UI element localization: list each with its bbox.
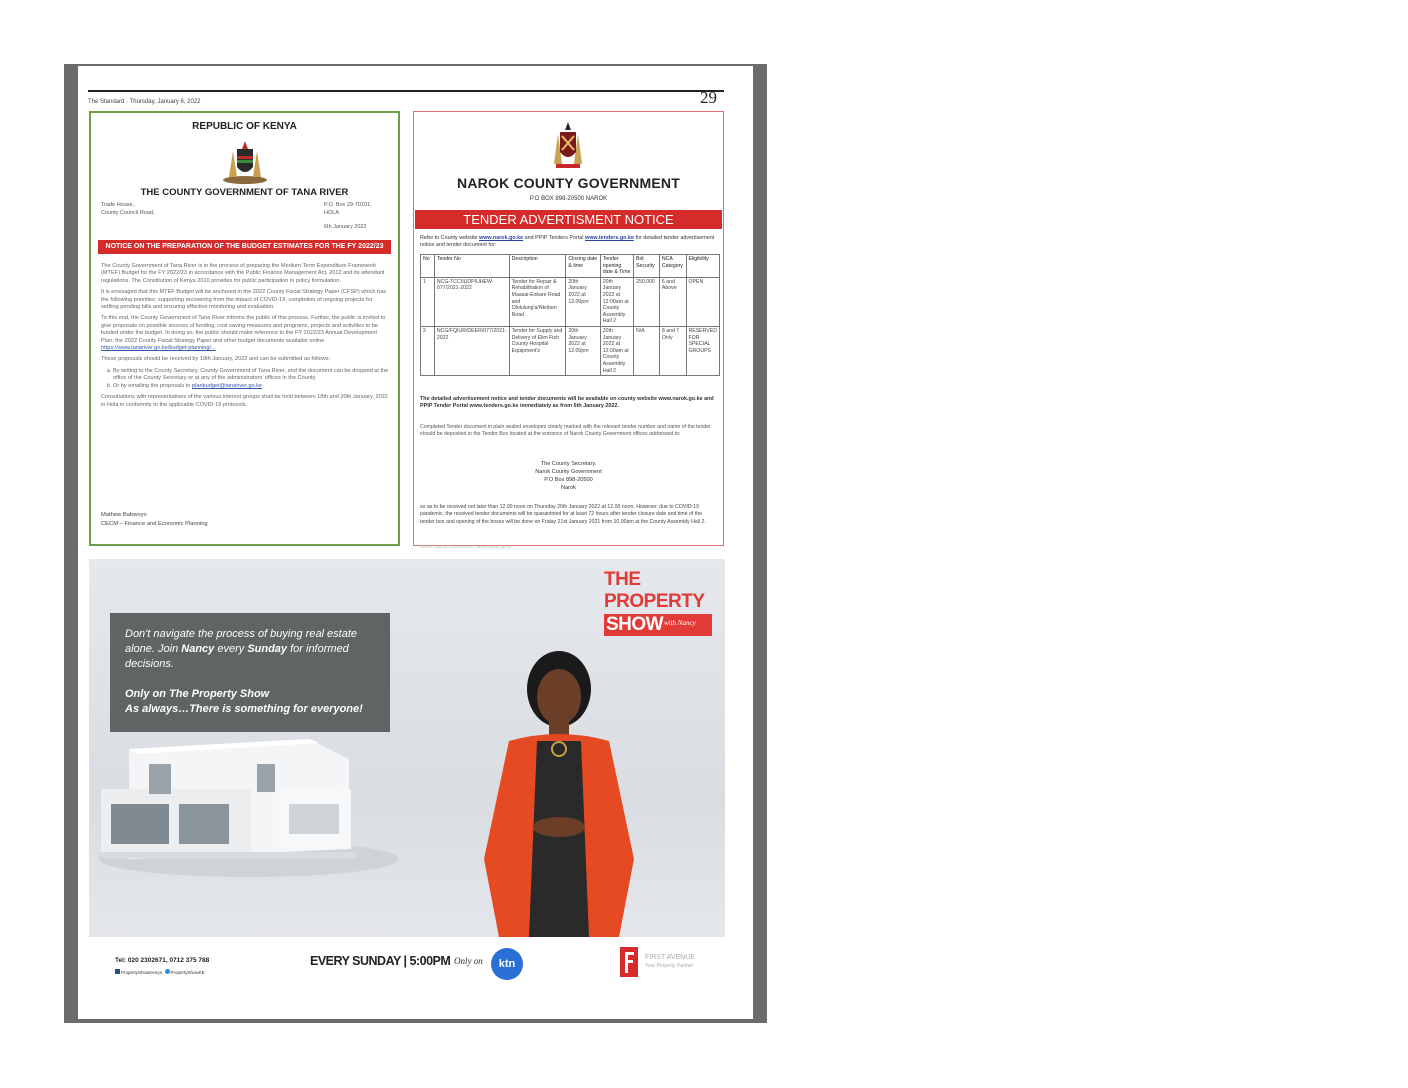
paragraph: It is envisaged that this MTEF Budget will be anchored in the 2022 County Fiscal Strategy Paper (CFSP) which has the following priorities: supporting recovering from the impact of COVID-19, completion of ongoing projects for settling pending bills and ensuring effective monitoring and evaluation. (101, 289, 387, 311)
airtime-text: EVERY SUNDAY | 5:00PM (310, 954, 451, 968)
facebook-handle: PropertyShowKenya (121, 970, 163, 975)
column-header: No (421, 255, 435, 278)
publication-line: The Standard · Thursday, January 6, 2022 (88, 99, 201, 105)
narok-tender-notice (413, 111, 724, 549)
signature-block (101, 511, 208, 529)
table-cell: 20th January 2022 at 12:00am at County Assembly Hall 2 (600, 277, 633, 326)
address-line: P.O. Box 29-70101, (324, 202, 372, 208)
table-cell: NCG/FQIUR/DEER/077/2021-2022 (434, 326, 509, 375)
deadline-paragraph: so as to be received not later than 12.00 noon on Thursday 20th January 2022 at 12.00 noon. However, due to COVID-19 pandemic, the received tender documents will be quarantined for at least 72 hours after tender closure date and time of the tender box and opening of the boxes will be done on Friday 21st January 2021 from 10.00am at the County Assembly Hall 2. (420, 504, 706, 525)
table-cell: OPEN (686, 277, 720, 326)
table-cell: Tender for Repair & Rehabilitation of Maasai-Enkare Road and Ololulung'a/Nkoben Road (509, 277, 566, 326)
column-header: Eligibility (686, 255, 720, 278)
advert-tagline (125, 687, 385, 717)
sponsor-text (645, 953, 695, 971)
republic-heading: REPUBLIC OF KENYA (192, 121, 297, 132)
advert-footer (89, 937, 725, 996)
social-handles (115, 969, 205, 975)
address-line: Narok (561, 485, 576, 491)
address-line: County Council Road, (101, 210, 155, 216)
column-header: Bid Security (633, 255, 659, 278)
message-host-name: Nancy (181, 643, 215, 655)
intro-text: Refer to County website (420, 235, 480, 241)
first-avenue-logo-icon (620, 947, 640, 977)
logo-line: PROPERTY (604, 591, 705, 612)
tenders-portal-link[interactable]: www.tenders.go.ke (585, 235, 634, 241)
table-header-row (421, 255, 720, 278)
property-show-logo (604, 570, 714, 640)
column-header: NCA Category (659, 255, 686, 278)
footer-note: Narok County Government | www.narok.go.ke (420, 544, 512, 549)
email-link[interactable]: planbudget@tanariver.go.ke (191, 382, 263, 389)
table-cell: 1 (421, 277, 435, 326)
table-row (421, 277, 720, 326)
twitter-icon (165, 969, 170, 974)
signatory-name: Mathew Babwoyo (101, 512, 147, 518)
narok-title: NAROK COUNTY GOVERNMENT (457, 175, 680, 191)
recipient-address (414, 460, 723, 492)
twitter-handle: PropertyShowKE (170, 970, 205, 975)
paragraph: These proposals should be received by 19th January, 2022 and can be submitted as follows: (101, 356, 331, 363)
table-cell: 250,000 (633, 277, 659, 326)
address-line: Trade House, (101, 202, 135, 208)
table-cell: 6 and Above (659, 277, 686, 326)
narok-pobox: P.O BOX 898-20500 NAROK (529, 196, 608, 202)
address-line: The County Secretary, (540, 461, 597, 467)
table-cell: 20th January 2022 at 12.00pm (566, 277, 600, 326)
budget-documents-link[interactable]: https://www.tanariver.go.ke/budget-planning/... (101, 345, 216, 352)
kenya-coat-of-arms-icon (219, 137, 271, 185)
message-text: Don't navigate the process of buying real estate alone. Join (125, 628, 358, 655)
message-text: for informed decisions. (125, 643, 349, 670)
column-header: Closing date & time (566, 255, 600, 278)
message-text: every (214, 643, 248, 655)
submission-paragraph: Completed Tender document in plain sealed envelopes clearly marked with the relevant tender number and name of the tender should be deposited in the Tender Box located at the entrance of Narok County Government offices addressed to: (420, 424, 711, 437)
logo-line: THE (604, 569, 641, 590)
address-line: Narok County Government (535, 469, 602, 475)
submission-methods-list (101, 368, 391, 390)
logo-line: SHOW (606, 614, 664, 635)
table-row (421, 326, 720, 375)
table-cell: 8 and 7 Only (659, 326, 686, 375)
county-website-link[interactable]: www.narok.go.ke (479, 235, 524, 241)
table-cell: 20th January 2022 at 12:00am at County Assembly Hall 2 (600, 326, 633, 375)
notice-date: 6th January 2022 (324, 224, 367, 230)
header-rule (88, 90, 724, 92)
tender-intro (420, 235, 716, 249)
address-line: HOLA (324, 210, 339, 216)
signatory-title: CECM – Finance and Economic Planning (101, 521, 208, 527)
facebook-icon (115, 969, 120, 974)
property-show-advert (89, 559, 725, 996)
paragraph (101, 315, 391, 352)
column-header: Tender opening date & Time (600, 255, 633, 278)
table-cell: Tender for Supply and Delivery of Elim Fish County Hospital Equipment's (509, 326, 566, 375)
table-cell: N/A (633, 326, 659, 375)
list-item: a. By writing to the County Secretary, County Government of Tana River, and the document can be dropped at the office of the County Secretary or at any of the administrators' offices in the County. (113, 368, 391, 383)
tagline-line: As always…There is something for everyone! (125, 703, 363, 715)
tagline-line: Only on The Property Show (125, 688, 270, 700)
page-number: 29 (700, 88, 717, 107)
availability-paragraph: The detailed advertisement notice and tender documents will be available on county website www.narok.go.ke and PPIP Tender Portal www.tenders.go.ke immediately as from 6th January 2022. (420, 396, 714, 409)
intro-text: and PPIP Tenders Portal (523, 235, 586, 241)
column-header: Description (509, 255, 566, 278)
table-cell: 2 (421, 326, 435, 375)
address-right (324, 201, 372, 217)
address-line: P.O Box 898-20500 (544, 477, 593, 483)
logo-script: with Nancy (664, 619, 696, 627)
table-cell: RESERVED FOR SPECIAL GROUPS (686, 326, 720, 375)
paragraph-text: To this end, the County Government of Tana River informs the public of this process. Further, the public is invited to give proposals on possible sources of funding, cost saving measures and programs, projects and activities to be funded under the budget. In doing so, the public should make reference to the FY 2022/23 Annual Development Plan, the 2022 County Fiscal Strategy Paper and other budget documents available online (101, 315, 386, 344)
list-item (113, 383, 391, 390)
logo-red-bar (604, 614, 712, 636)
paragraph: Consultations with representatives of the various interest groups shall be held between 18th and 20th January, 2022 in Hola in conformity to the applicable COVID-19 protocols. (101, 394, 388, 408)
table-cell: 20th January 2022 at 12.00pm (566, 326, 600, 375)
notice-body (101, 263, 391, 413)
ktn-logo: ktn (491, 948, 523, 980)
advert-message-box (110, 613, 390, 732)
message-day: Sunday (247, 643, 288, 655)
sponsor-tagline: Your Property Partner (645, 963, 694, 969)
county-government-heading: THE COUNTY GOVERNMENT OF TANA RIVER (140, 187, 349, 198)
paragraph: The County Government of Tana River is in the process of preparing the Medium-Term Expenditure Framework (MTEF) Budget for the FY 2022/23 in accordance with the Public Finance Management Act, 2012 and its attendant regulations. The Constitution of Kenya 2010 provides for public participation in policy formulation. (101, 263, 385, 284)
address-left (101, 201, 155, 217)
column-header: Tender No (434, 255, 509, 278)
narok-county-crest-icon (548, 120, 588, 170)
sponsor-name: FIRST AVENUE (645, 954, 695, 961)
tender-table (420, 254, 720, 376)
contact-phone: Tel: 020 2302671, 0712 375 788 (115, 957, 210, 964)
intro-text: for detailed tender advertisement notice and tender document for: (420, 235, 715, 248)
advert-message (125, 627, 380, 672)
table-cell: NCG-TCCIIUDPIUHEW-077/2021-2022 (434, 277, 509, 326)
list-item-text: Or by emailing the proposals to (113, 382, 192, 389)
only-on-text: Only on (454, 956, 483, 966)
tana-river-notice (89, 111, 400, 546)
notice-title-banner: NOTICE ON THE PREPARATION OF THE BUDGET ESTIMATES FOR THE FY 2022/23 (98, 240, 391, 254)
tender-title-banner: TENDER ADVERTISMENT NOTICE (415, 210, 722, 229)
